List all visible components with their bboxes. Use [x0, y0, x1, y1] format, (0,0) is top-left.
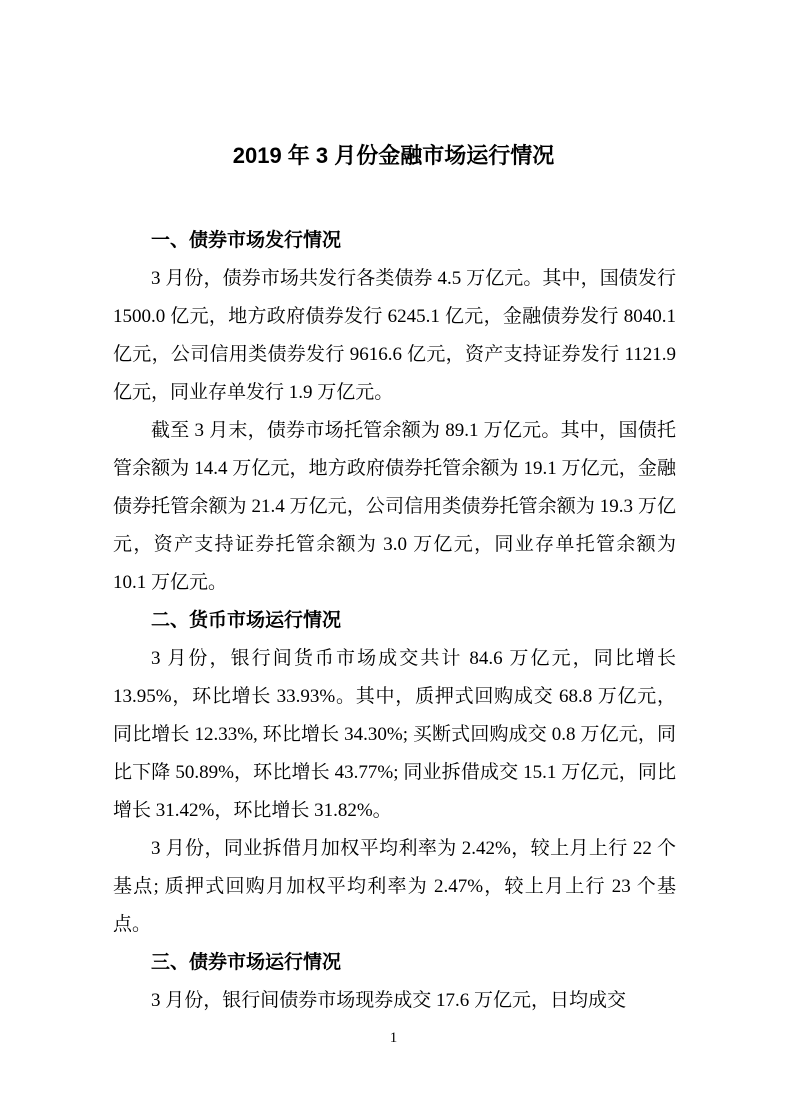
section-heading: 二、货币市场运行情况 — [151, 610, 342, 631]
body-paragraph: 3 月份，债券市场共发行各类债券 4.5 万亿元。其中，国债发行 1500.0 亿元，地方政府债券发行 6245.1 亿元，金融债券发行 8040.1 亿元，公司信用类债券发行 9616.6 亿元，资产支持证券发行 1121.9 亿元，同业存单发行 1.9 万亿元。 — [113, 268, 676, 403]
section-bond-issuance — [113, 222, 676, 602]
document-body — [113, 222, 676, 1020]
body-paragraph: 3 月份，同业拆借月加权平均利率为 2.42%，较上月上行 22 个基点; 质押式回购月加权平均利率为 2.47%，较上月上行 23 个基点。 — [113, 838, 676, 935]
body-paragraph: 3 月份，银行间货币市场成交共计 84.6 万亿元，同比增长 13.95%，环比增长 33.93%。其中，质押式回购成交 68.8 万亿元，同比增长 12.33%, 环比增长 34.30%; 买断式回购成交 0.8 万亿元，同比下降 50.89%，环比增长 43.77%; 同业拆借成交 15.1 万亿元，同比增长 31.42%，环比增长 31.82%。 — [113, 648, 676, 821]
page-number: 1 — [389, 1030, 398, 1046]
section-bond-market — [113, 944, 676, 1020]
body-paragraph: 截至 3 月末，债券市场托管余额为 89.1 万亿元。其中，国债托管余额为 14.4 万亿元，地方政府债券托管余额为 19.1 万亿元，金融债券托管余额为 21.4 万亿元，公司信用类债券托管余额为 19.3 万亿元，资产支持证券托管余额为 3.0 万亿元，同业存单托管余额为 10.1 万亿元。 — [113, 420, 676, 593]
section-heading: 一、债券市场发行情况 — [151, 230, 342, 251]
body-paragraph: 3 月份，银行间债券市场现券成交 17.6 万亿元，日均成交 — [151, 990, 627, 1011]
document-title: 2019 年 3 月份金融市场运行情况 — [232, 143, 555, 168]
section-heading: 三、债券市场运行情况 — [151, 952, 342, 973]
section-money-market — [113, 602, 676, 944]
